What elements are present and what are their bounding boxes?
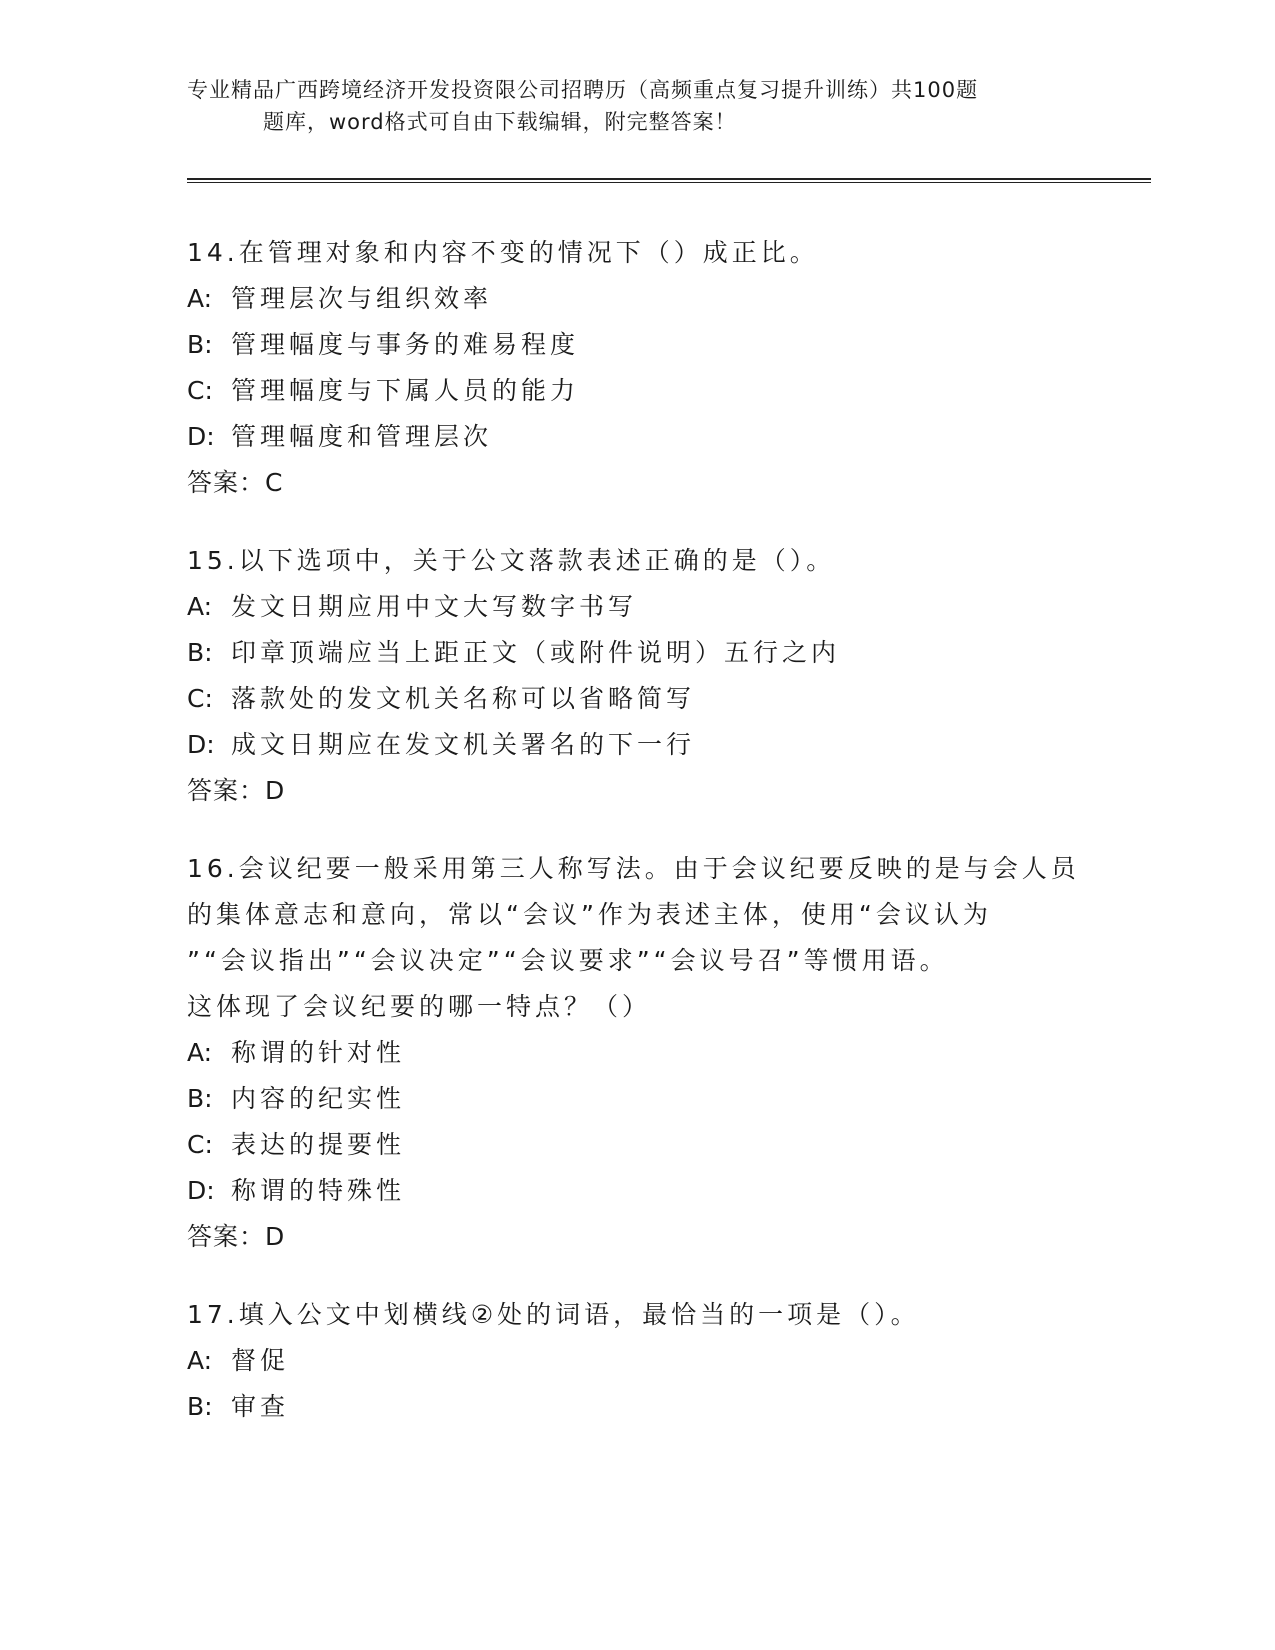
question-stem	[187, 230, 1087, 276]
option-text: 内容的纪实性	[231, 1084, 406, 1113]
option-b	[187, 322, 1087, 368]
question-17	[187, 1292, 1087, 1430]
option-letter: B:	[187, 1084, 213, 1113]
header-divider-thick	[187, 178, 1151, 180]
answer-line: 答案：C	[187, 468, 284, 497]
option-letter: B:	[187, 638, 213, 667]
document-header	[187, 74, 1087, 138]
option-letter: A:	[187, 592, 213, 621]
answer-line: 答案：D	[187, 776, 286, 805]
option-text: 管理幅度和管理层次	[231, 422, 493, 451]
option-a	[187, 584, 1087, 630]
question-stem	[187, 538, 1087, 584]
question-stem	[187, 1292, 1087, 1338]
option-a	[187, 1338, 1087, 1384]
question-stem-line: 的集体意志和意向，常以“会议”作为表述主体，使用“会议认为	[187, 900, 992, 929]
option-c	[187, 368, 1087, 414]
option-d	[187, 414, 1087, 460]
option-text: 表达的提要性	[231, 1130, 406, 1159]
option-d	[187, 722, 1087, 768]
option-text: 印章顶端应当上距正文（或附件说明）五行之内	[231, 638, 841, 667]
option-text: 落款处的发文机关名称可以省略简写	[231, 684, 696, 713]
question-stem-line: 16.会议纪要一般采用第三人称写法。由于会议纪要反映的是与会人员	[187, 854, 1080, 883]
option-letter: D:	[187, 1176, 215, 1205]
option-text: 称谓的特殊性	[231, 1176, 406, 1205]
option-b	[187, 1076, 1087, 1122]
option-letter: A:	[187, 1346, 213, 1375]
option-b	[187, 1384, 1087, 1430]
option-letter: A:	[187, 1038, 213, 1067]
question-16	[187, 846, 1087, 1260]
option-letter: D:	[187, 730, 215, 759]
option-text: 发文日期应用中文大写数字书写	[231, 592, 638, 621]
question-stem-line: 14.在管理对象和内容不变的情况下（）成正比。	[187, 238, 819, 267]
option-letter: C:	[187, 376, 213, 405]
answer-line: 答案：D	[187, 1222, 286, 1251]
option-letter: C:	[187, 684, 213, 713]
question-14	[187, 230, 1087, 506]
option-text: 称谓的针对性	[231, 1038, 406, 1067]
option-letter: A:	[187, 284, 213, 313]
option-letter: B:	[187, 330, 213, 359]
option-text: 成文日期应在发文机关署名的下一行	[231, 730, 696, 759]
header-title-line-2: 题库，word格式可自由下载编辑，附完整答案！	[263, 110, 737, 134]
option-a	[187, 1030, 1087, 1076]
option-text: 管理幅度与事务的难易程度	[231, 330, 580, 359]
option-d	[187, 1168, 1087, 1214]
option-c	[187, 1122, 1087, 1168]
question-list	[187, 230, 1087, 1462]
option-text: 管理幅度与下属人员的能力	[231, 376, 580, 405]
option-text: 审查	[231, 1392, 290, 1421]
option-c	[187, 676, 1087, 722]
option-letter: D:	[187, 422, 215, 451]
option-text: 督促	[231, 1346, 290, 1375]
question-stem	[187, 846, 1087, 1030]
option-b	[187, 630, 1087, 676]
question-stem-line: ”“会议指出”“会议决定”“会议要求”“会议号召”等惯用语。	[187, 946, 949, 975]
option-letter: C:	[187, 1130, 213, 1159]
option-letter: B:	[187, 1392, 213, 1421]
header-divider-thin	[187, 182, 1151, 183]
option-text: 管理层次与组织效率	[231, 284, 493, 313]
question-stem-line: 这体现了会议纪要的哪一特点？（）	[187, 992, 652, 1021]
option-a	[187, 276, 1087, 322]
question-15	[187, 538, 1087, 814]
question-stem-line: 17.填入公文中划横线②处的词语，最恰当的一项是（）。	[187, 1300, 920, 1329]
question-stem-line: 15.以下选项中，关于公文落款表述正确的是（）。	[187, 546, 836, 575]
header-title-line-1: 专业精品广西跨境经济开发投资限公司招聘历（高频重点复习提升训练）共100题	[187, 78, 979, 102]
